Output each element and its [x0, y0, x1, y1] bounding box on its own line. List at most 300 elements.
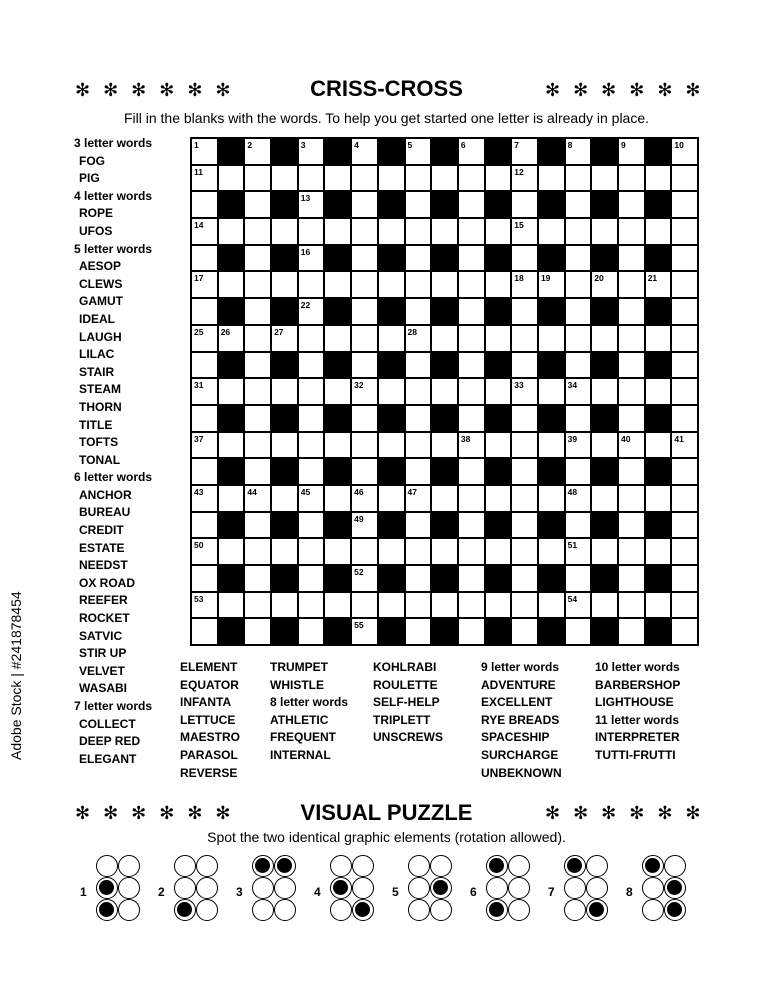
grid-cell[interactable] — [191, 618, 218, 645]
grid-cell[interactable] — [405, 592, 432, 619]
grid-cell[interactable] — [591, 378, 618, 405]
grid-cell[interactable] — [405, 538, 432, 565]
grid-cell[interactable] — [191, 218, 218, 245]
grid-cell[interactable] — [538, 218, 565, 245]
grid-cell[interactable] — [351, 271, 378, 298]
grid-cell[interactable] — [565, 271, 592, 298]
grid-cell[interactable] — [538, 592, 565, 619]
grid-cell[interactable] — [351, 538, 378, 565]
grid-cell[interactable] — [351, 485, 378, 512]
grid-cell[interactable] — [618, 618, 645, 645]
word-item: LETTUCE — [180, 712, 236, 727]
grid-cell[interactable] — [271, 165, 298, 192]
grid-cell[interactable] — [378, 538, 405, 565]
grid-cell[interactable] — [671, 485, 698, 512]
grid-cell[interactable] — [378, 378, 405, 405]
grid-cell[interactable] — [645, 378, 672, 405]
grid-cell[interactable] — [485, 378, 512, 405]
grid-cell[interactable] — [565, 298, 592, 325]
grid-cell[interactable] — [298, 352, 325, 379]
grid-cell[interactable] — [378, 218, 405, 245]
grid-cell[interactable] — [458, 485, 485, 512]
grid-cell[interactable] — [324, 592, 351, 619]
grid-cell[interactable] — [618, 271, 645, 298]
grid-cell[interactable] — [218, 485, 245, 512]
grid-cell[interactable] — [565, 352, 592, 379]
grid-cell[interactable] — [591, 218, 618, 245]
grid-cell[interactable] — [538, 165, 565, 192]
grid-cell[interactable] — [351, 245, 378, 272]
grid-cell[interactable] — [671, 458, 698, 485]
grid-cell[interactable] — [645, 325, 672, 352]
grid-cell[interactable] — [458, 165, 485, 192]
grid-cell[interactable] — [458, 458, 485, 485]
grid-cell[interactable] — [431, 325, 458, 352]
grid-cell[interactable] — [244, 565, 271, 592]
grid-cell[interactable] — [458, 538, 485, 565]
grid-cell[interactable] — [191, 191, 218, 218]
grid-cell[interactable] — [671, 218, 698, 245]
grid-cell[interactable] — [271, 485, 298, 512]
grid-cell[interactable] — [671, 245, 698, 272]
grid-cell[interactable] — [511, 245, 538, 272]
grid-cell[interactable] — [405, 325, 432, 352]
grid-cell[interactable] — [191, 352, 218, 379]
grid-cell[interactable] — [244, 352, 271, 379]
grid-cell[interactable] — [244, 271, 271, 298]
grid-cell[interactable] — [565, 191, 592, 218]
grid-cell[interactable] — [538, 378, 565, 405]
grid-cell[interactable] — [405, 352, 432, 379]
grid-cell[interactable] — [191, 592, 218, 619]
grid-cell[interactable] — [618, 298, 645, 325]
grid-cell[interactable] — [618, 138, 645, 165]
grid-cell[interactable] — [351, 458, 378, 485]
grid-cell[interactable] — [218, 165, 245, 192]
grid-cell[interactable] — [671, 592, 698, 619]
grid-cell[interactable] — [351, 592, 378, 619]
grid-cell[interactable] — [405, 405, 432, 432]
grid-cell[interactable] — [298, 512, 325, 539]
grid-cell[interactable] — [431, 538, 458, 565]
grid-cell[interactable] — [458, 512, 485, 539]
grid-cell[interactable] — [191, 538, 218, 565]
grid-cell[interactable] — [244, 618, 271, 645]
grid-cell[interactable] — [591, 165, 618, 192]
grid-cell[interactable] — [511, 165, 538, 192]
grid-cell[interactable] — [511, 432, 538, 459]
grid-cell[interactable] — [645, 485, 672, 512]
grid-cell[interactable] — [298, 538, 325, 565]
visual-item[interactable] — [548, 855, 618, 927]
grid-cell[interactable] — [485, 325, 512, 352]
grid-cell[interactable] — [458, 298, 485, 325]
grid-cell[interactable] — [298, 405, 325, 432]
grid-cell[interactable] — [458, 565, 485, 592]
grid-cell[interactable] — [591, 538, 618, 565]
grid-cell[interactable] — [671, 512, 698, 539]
grid-cell[interactable] — [618, 405, 645, 432]
grid-cell[interactable] — [298, 458, 325, 485]
grid-cell[interactable] — [405, 378, 432, 405]
grid-cell[interactable] — [244, 138, 271, 165]
empty-circle — [408, 877, 430, 899]
grid-cell[interactable] — [645, 592, 672, 619]
grid-cell[interactable] — [298, 138, 325, 165]
grid-cell[interactable] — [405, 618, 432, 645]
grid-cell[interactable] — [618, 165, 645, 192]
grid-cell[interactable] — [191, 271, 218, 298]
grid-cell[interactable] — [405, 165, 432, 192]
grid-cell[interactable] — [324, 538, 351, 565]
clue-number: 55 — [354, 620, 364, 631]
grid-cell[interactable] — [244, 592, 271, 619]
grid-cell[interactable] — [538, 538, 565, 565]
grid-cell[interactable] — [218, 271, 245, 298]
grid-cell[interactable] — [298, 298, 325, 325]
grid-cell[interactable] — [511, 271, 538, 298]
grid-cell[interactable] — [324, 218, 351, 245]
bottom-col-2 — [270, 659, 348, 765]
grid-cell[interactable] — [324, 485, 351, 512]
grid-cell[interactable] — [244, 538, 271, 565]
grid-cell[interactable] — [565, 432, 592, 459]
grid-cell[interactable] — [485, 432, 512, 459]
grid-cell[interactable] — [485, 538, 512, 565]
grid-cell[interactable] — [565, 245, 592, 272]
grid-cell[interactable] — [324, 165, 351, 192]
grid-block — [591, 191, 618, 218]
grid-cell[interactable] — [431, 271, 458, 298]
grid-cell[interactable] — [618, 592, 645, 619]
grid-cell[interactable] — [244, 325, 271, 352]
grid-cell[interactable] — [351, 618, 378, 645]
grid-cell[interactable] — [271, 378, 298, 405]
grid-cell[interactable] — [431, 378, 458, 405]
grid-cell[interactable] — [324, 271, 351, 298]
visual-item-number: 1 — [80, 885, 87, 899]
word-item: PARASOL — [180, 747, 238, 762]
word-group-title: 7 letter words — [74, 699, 153, 713]
grid-cell[interactable] — [538, 432, 565, 459]
grid-cell[interactable] — [298, 565, 325, 592]
grid-cell[interactable] — [298, 245, 325, 272]
grid-cell[interactable] — [191, 325, 218, 352]
grid-block — [431, 618, 458, 645]
grid-cell[interactable] — [591, 485, 618, 512]
grid-cell[interactable] — [511, 592, 538, 619]
grid-cell[interactable] — [671, 191, 698, 218]
visual-item[interactable] — [470, 855, 540, 927]
grid-cell[interactable] — [511, 325, 538, 352]
grid-cell[interactable] — [511, 352, 538, 379]
grid-cell[interactable] — [351, 378, 378, 405]
grid-cell[interactable] — [244, 405, 271, 432]
grid-cell[interactable] — [378, 485, 405, 512]
grid-cell[interactable] — [511, 618, 538, 645]
crossword-grid[interactable] — [190, 137, 699, 646]
grid-cell[interactable] — [324, 378, 351, 405]
grid-cell[interactable] — [298, 485, 325, 512]
grid-cell[interactable] — [565, 405, 592, 432]
visual-item[interactable] — [158, 855, 228, 927]
visual-item[interactable] — [80, 855, 150, 927]
clue-number: 25 — [194, 326, 204, 337]
grid-cell[interactable] — [191, 165, 218, 192]
grid-cell[interactable] — [618, 432, 645, 459]
grid-cell[interactable] — [351, 432, 378, 459]
grid-cell[interactable] — [244, 458, 271, 485]
grid-cell[interactable] — [191, 298, 218, 325]
visual-puzzle-instructions: Spot the two identical graphic elements (rotation allowed). — [207, 829, 566, 845]
grid-cell[interactable] — [378, 271, 405, 298]
grid-cell[interactable] — [271, 432, 298, 459]
grid-cell[interactable] — [244, 512, 271, 539]
grid-cell[interactable] — [405, 565, 432, 592]
grid-cell[interactable] — [351, 352, 378, 379]
grid-cell[interactable] — [618, 191, 645, 218]
word-item: EQUATOR — [180, 677, 239, 692]
grid-cell[interactable] — [511, 378, 538, 405]
grid-cell[interactable] — [351, 298, 378, 325]
grid-cell[interactable] — [324, 325, 351, 352]
grid-cell[interactable] — [645, 218, 672, 245]
grid-cell[interactable] — [244, 432, 271, 459]
grid-cell[interactable] — [511, 218, 538, 245]
grid-cell[interactable] — [645, 271, 672, 298]
grid-cell[interactable] — [618, 565, 645, 592]
grid-cell[interactable] — [405, 245, 432, 272]
grid-cell[interactable] — [218, 218, 245, 245]
grid-cell[interactable] — [565, 618, 592, 645]
grid-cell[interactable] — [244, 245, 271, 272]
grid-cell[interactable] — [298, 592, 325, 619]
grid-cell[interactable] — [485, 218, 512, 245]
grid-cell[interactable] — [324, 432, 351, 459]
visual-item[interactable] — [314, 855, 384, 927]
grid-cell[interactable] — [565, 458, 592, 485]
visual-item[interactable] — [236, 855, 306, 927]
grid-cell[interactable] — [244, 298, 271, 325]
grid-cell[interactable] — [191, 512, 218, 539]
grid-cell[interactable] — [591, 325, 618, 352]
grid-block — [538, 298, 565, 325]
grid-cell[interactable] — [271, 538, 298, 565]
grid-cell[interactable] — [431, 485, 458, 512]
grid-cell[interactable] — [298, 271, 325, 298]
grid-cell[interactable] — [405, 191, 432, 218]
grid-cell[interactable] — [458, 405, 485, 432]
grid-cell[interactable] — [618, 485, 645, 512]
grid-cell[interactable] — [565, 325, 592, 352]
grid-cell[interactable] — [405, 218, 432, 245]
visual-item[interactable] — [392, 855, 462, 927]
grid-cell[interactable] — [244, 191, 271, 218]
grid-cell[interactable] — [671, 138, 698, 165]
grid-cell[interactable] — [405, 458, 432, 485]
grid-cell[interactable] — [458, 378, 485, 405]
word-item: WHISTLE — [270, 677, 324, 692]
grid-cell[interactable] — [351, 218, 378, 245]
grid-cell[interactable] — [618, 352, 645, 379]
grid-cell[interactable] — [271, 325, 298, 352]
grid-cell[interactable] — [405, 271, 432, 298]
grid-cell[interactable] — [645, 432, 672, 459]
grid-cell[interactable] — [351, 512, 378, 539]
grid-cell[interactable] — [351, 191, 378, 218]
grid-cell[interactable] — [458, 191, 485, 218]
grid-cell[interactable] — [591, 432, 618, 459]
grid-cell[interactable] — [618, 512, 645, 539]
grid-cell[interactable] — [591, 592, 618, 619]
grid-cell[interactable] — [618, 458, 645, 485]
grid-cell[interactable] — [298, 432, 325, 459]
grid-cell[interactable] — [511, 512, 538, 539]
grid-cell[interactable] — [565, 592, 592, 619]
grid-cell[interactable] — [458, 432, 485, 459]
grid-cell[interactable] — [351, 405, 378, 432]
grid-cell[interactable] — [271, 218, 298, 245]
grid-cell[interactable] — [618, 325, 645, 352]
grid-cell[interactable] — [191, 485, 218, 512]
grid-cell[interactable] — [191, 405, 218, 432]
grid-cell[interactable] — [671, 165, 698, 192]
grid-cell[interactable] — [458, 218, 485, 245]
grid-cell[interactable] — [538, 485, 565, 512]
grid-cell[interactable] — [351, 165, 378, 192]
grid-cell[interactable] — [485, 271, 512, 298]
grid-cell[interactable] — [351, 325, 378, 352]
grid-cell[interactable] — [298, 618, 325, 645]
grid-cell[interactable] — [565, 565, 592, 592]
grid-cell[interactable] — [298, 378, 325, 405]
grid-cell[interactable] — [565, 218, 592, 245]
grid-cell[interactable] — [565, 485, 592, 512]
grid-cell[interactable] — [191, 432, 218, 459]
grid-cell[interactable] — [405, 512, 432, 539]
filled-circle — [430, 877, 452, 899]
grid-cell[interactable] — [671, 618, 698, 645]
grid-cell[interactable] — [511, 298, 538, 325]
grid-cell[interactable] — [431, 218, 458, 245]
grid-cell[interactable] — [271, 592, 298, 619]
grid-cell[interactable] — [191, 138, 218, 165]
grid-cell[interactable] — [618, 378, 645, 405]
grid-cell[interactable] — [271, 271, 298, 298]
grid-cell[interactable] — [458, 618, 485, 645]
grid-cell[interactable] — [244, 218, 271, 245]
grid-cell[interactable] — [511, 538, 538, 565]
grid-cell[interactable] — [565, 538, 592, 565]
grid-cell[interactable] — [671, 432, 698, 459]
grid-cell[interactable] — [298, 218, 325, 245]
visual-item[interactable] — [626, 855, 696, 927]
grid-cell[interactable] — [405, 485, 432, 512]
grid-cell[interactable] — [244, 165, 271, 192]
grid-cell[interactable] — [378, 165, 405, 192]
grid-cell[interactable] — [458, 271, 485, 298]
grid-cell[interactable] — [298, 165, 325, 192]
grid-cell[interactable] — [458, 592, 485, 619]
grid-cell[interactable] — [191, 565, 218, 592]
grid-cell[interactable] — [431, 592, 458, 619]
grid-cell[interactable] — [244, 378, 271, 405]
grid-cell[interactable] — [431, 165, 458, 192]
grid-cell[interactable] — [218, 378, 245, 405]
grid-cell[interactable] — [511, 565, 538, 592]
grid-cell[interactable] — [405, 298, 432, 325]
grid-cell[interactable] — [671, 538, 698, 565]
grid-cell[interactable] — [511, 405, 538, 432]
word-group-title: 10 letter words — [595, 660, 680, 674]
grid-cell[interactable] — [565, 378, 592, 405]
grid-cell[interactable] — [511, 458, 538, 485]
grid-cell[interactable] — [405, 432, 432, 459]
grid-cell[interactable] — [618, 218, 645, 245]
grid-cell[interactable] — [218, 325, 245, 352]
grid-cell[interactable] — [511, 485, 538, 512]
grid-cell[interactable] — [458, 325, 485, 352]
grid-cell[interactable] — [671, 271, 698, 298]
grid-cell[interactable] — [485, 165, 512, 192]
grid-cell[interactable] — [671, 298, 698, 325]
grid-block — [271, 458, 298, 485]
grid-cell[interactable] — [485, 485, 512, 512]
grid-cell[interactable] — [645, 538, 672, 565]
grid-cell[interactable] — [511, 191, 538, 218]
grid-cell[interactable] — [671, 405, 698, 432]
grid-cell[interactable] — [244, 485, 271, 512]
grid-block — [378, 405, 405, 432]
grid-cell[interactable] — [671, 378, 698, 405]
grid-cell[interactable] — [191, 458, 218, 485]
grid-cell[interactable] — [191, 378, 218, 405]
grid-cell[interactable] — [378, 592, 405, 619]
grid-cell[interactable] — [431, 432, 458, 459]
grid-cell[interactable] — [645, 165, 672, 192]
grid-cell[interactable] — [565, 512, 592, 539]
grid-cell[interactable] — [458, 245, 485, 272]
grid-cell[interactable] — [298, 325, 325, 352]
grid-cell[interactable] — [671, 325, 698, 352]
grid-cell[interactable] — [351, 138, 378, 165]
grid-cell[interactable] — [405, 138, 432, 165]
grid-cell[interactable] — [218, 538, 245, 565]
empty-circle — [252, 899, 274, 921]
grid-cell[interactable] — [485, 592, 512, 619]
grid-cell[interactable] — [218, 432, 245, 459]
grid-cell[interactable] — [565, 138, 592, 165]
grid-cell[interactable] — [538, 271, 565, 298]
grid-cell[interactable] — [191, 245, 218, 272]
grid-cell[interactable] — [378, 325, 405, 352]
grid-cell[interactable] — [298, 191, 325, 218]
clue-number: 53 — [194, 593, 204, 604]
grid-cell[interactable] — [458, 138, 485, 165]
grid-cell[interactable] — [538, 325, 565, 352]
grid-cell[interactable] — [591, 271, 618, 298]
grid-cell[interactable] — [511, 138, 538, 165]
grid-cell[interactable] — [565, 165, 592, 192]
grid-cell[interactable] — [458, 352, 485, 379]
grid-cell[interactable] — [378, 432, 405, 459]
grid-cell[interactable] — [618, 245, 645, 272]
grid-cell[interactable] — [671, 565, 698, 592]
grid-cell[interactable] — [618, 538, 645, 565]
grid-cell[interactable] — [218, 592, 245, 619]
grid-cell[interactable] — [351, 565, 378, 592]
grid-cell[interactable] — [671, 352, 698, 379]
